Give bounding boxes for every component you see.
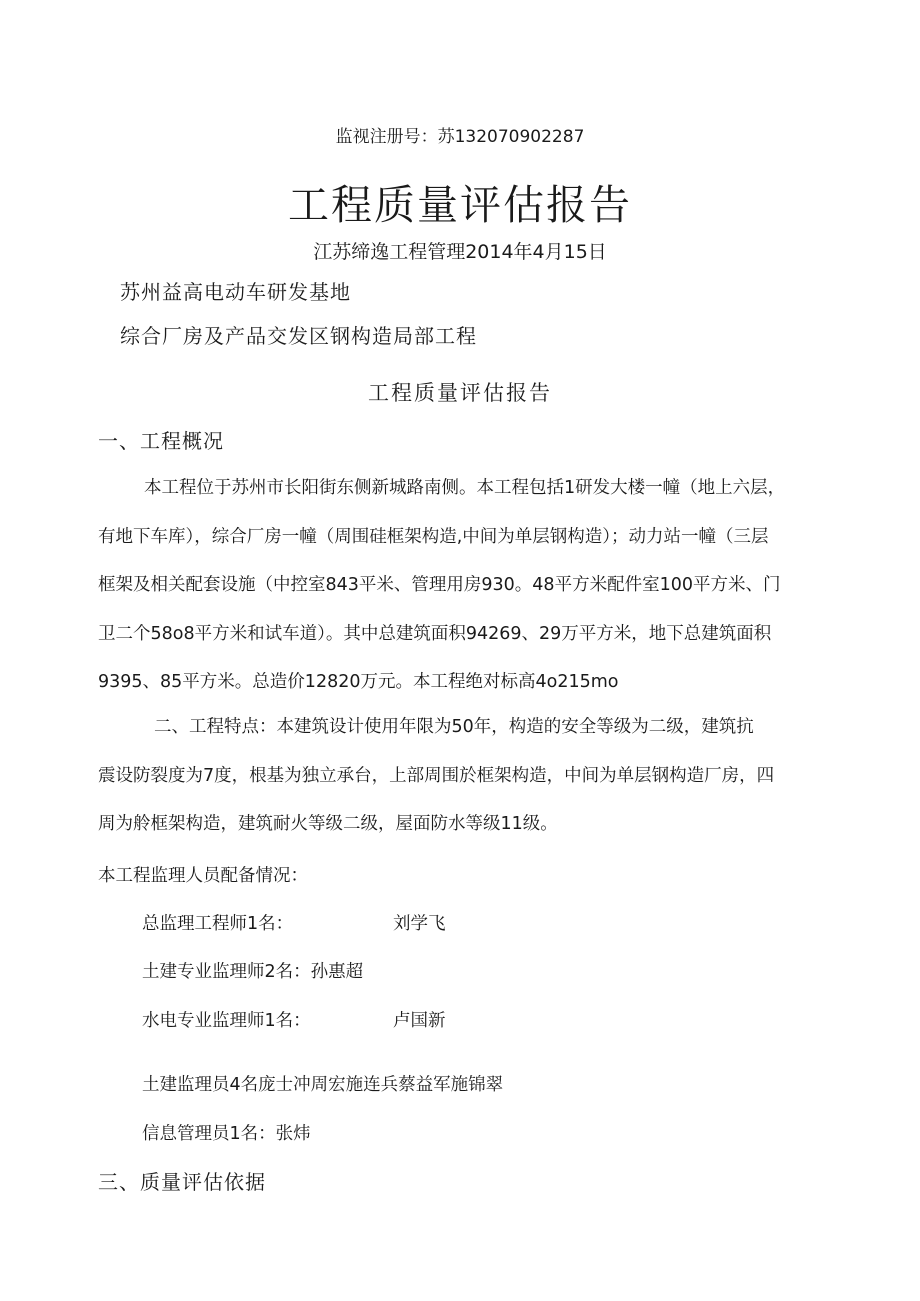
water-electric-name: 卢国新 [393, 1011, 446, 1031]
water-electric-role: 水电专业监理师1名： [142, 1011, 311, 1031]
section1-line: 本工程位于苏州市长阳街东侧新城路南侧。本工程包括1研发大楼一幢（地上六层， [144, 478, 786, 498]
project-name-line2: 综合厂房及产品交发区钢构造局部工程 [120, 324, 477, 348]
chief-engineer-name: 刘学飞 [393, 914, 446, 934]
staffing-intro: 本工程监理人员配备情况： [98, 866, 308, 886]
section2-line: 震设防裂度为7度，根基为独立承台，上部周围於框架构造，中间为单层钢构造厂房，四 [98, 765, 775, 786]
section2-line: 二、工程特点：本建筑设计使用年限为50年，构造的安全等级为二级，建筑抗 [154, 717, 754, 737]
section1-line: 卫二个58o8平方米和试车道）。其中总建筑面积94269、29万平方米，地下总建筑面积 [98, 623, 772, 644]
section2-paragraph [98, 703, 838, 849]
section1-line: 框架及相关配套设施（中控室843平米、管理用房930。48平方米配件室100平方米、门 [98, 575, 781, 595]
report-title: 工程质量评估报告 [288, 181, 632, 229]
section1-line: 9395、85平方米。总造价12820万元。本工程绝对标高4o215mo [98, 672, 619, 692]
section2-line: 周为舲框架构造，建筑耐火等级二级，屋面防水等级11级。 [98, 814, 558, 834]
civil-inspectors: 土建监理员4名庞士冲周宏施连兵蔡益军施锦翠 [142, 1075, 504, 1095]
report-subtitle: 工程质量评估报告 [368, 381, 552, 405]
chief-engineer-role: 总监理工程师1名： [142, 914, 294, 934]
section1-heading: 一、工程概况 [98, 429, 224, 453]
section1-paragraph [98, 464, 838, 707]
civil-engineer-role: 土建专业监理师2名：孙惠超 [142, 962, 364, 982]
section3-heading: 三、质量评估依据 [98, 1170, 266, 1194]
section1-line: 有地下车库），综合厂房一幢（周围硅框架构造,中间为单层钢构造）；动力站一幢（三层 [98, 526, 769, 547]
project-name-line1: 苏州益高电动车研发基地 [120, 280, 351, 304]
company-date: 江苏缔逸工程管理2014年4月15日 [313, 241, 607, 263]
info-manager: 信息管理员1名：张炜 [142, 1124, 311, 1144]
registration-number: 监视注册号：苏132070902287 [335, 127, 585, 147]
